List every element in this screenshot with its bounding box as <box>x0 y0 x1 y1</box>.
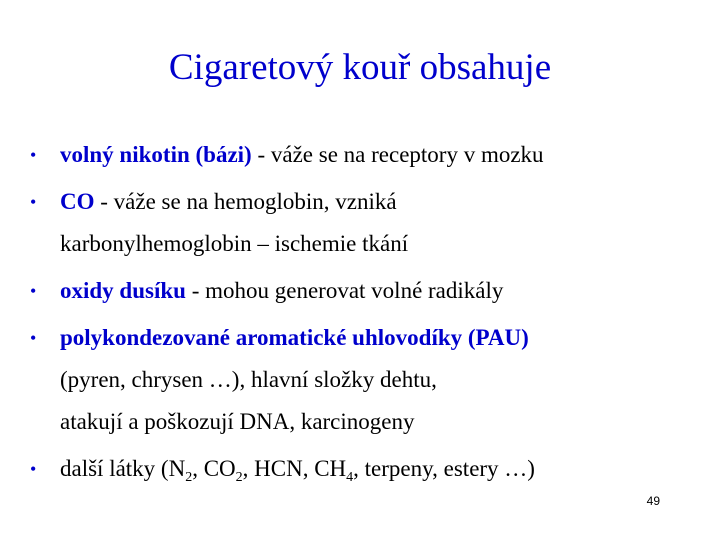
bullet-list <box>30 134 700 495</box>
page-number: 49 <box>646 494 660 508</box>
bullet-text: , HCN, CH <box>242 456 347 481</box>
bullet-keyword: CO <box>60 189 95 214</box>
slide-title: Cigaretový kouř obsahuje <box>168 47 552 88</box>
subscript: 2 <box>235 470 243 485</box>
bullet-item-nitrogen-oxides <box>30 270 700 312</box>
subscript: 4 <box>346 470 354 485</box>
bullet-text: další látky (N <box>60 456 186 481</box>
bullet-dot-icon: • <box>30 281 37 301</box>
bullet-keyword: volný nikotin (bázi) <box>60 142 252 167</box>
subscript: 2 <box>185 470 193 485</box>
bullet-text: - mohou generovat volné radikály <box>185 278 504 303</box>
bullet-text: , CO <box>192 456 236 481</box>
bullet-item-nicotine <box>30 134 700 176</box>
bullet-continuation-line: karbonylhemoglobin – ischemie tkání <box>60 231 409 256</box>
bullet-text: , terpeny, estery …) <box>353 456 535 481</box>
bullet-item-other-substances <box>30 448 700 490</box>
bullet-line <box>60 134 700 176</box>
bullet-item-pah <box>30 317 700 443</box>
bullet-dot-icon: • <box>30 145 37 165</box>
bullet-dot-icon: • <box>30 328 37 348</box>
bullet-line <box>60 181 700 223</box>
bullet-text: - váže se na receptory v mozku <box>251 142 544 167</box>
bullet-keyword: oxidy dusíku <box>60 278 186 303</box>
bullet-continuation-line: (pyren, chrysen …), hlavní složky dehtu, <box>60 367 437 392</box>
bullet-continuation-line: atakují a poškozují DNA, karcinogeny <box>60 409 415 434</box>
bullet-line <box>60 270 700 312</box>
bullet-text: - váže se na hemoglobin, vzniká <box>94 189 397 214</box>
bullet-dot-icon: • <box>30 192 37 212</box>
bullet-line <box>60 448 700 490</box>
bullet-item-co <box>30 181 700 265</box>
bullet-dot-icon: • <box>30 459 37 479</box>
bullet-keyword: polykondezované aromatické uhlovodíky (PAU) <box>60 325 529 350</box>
